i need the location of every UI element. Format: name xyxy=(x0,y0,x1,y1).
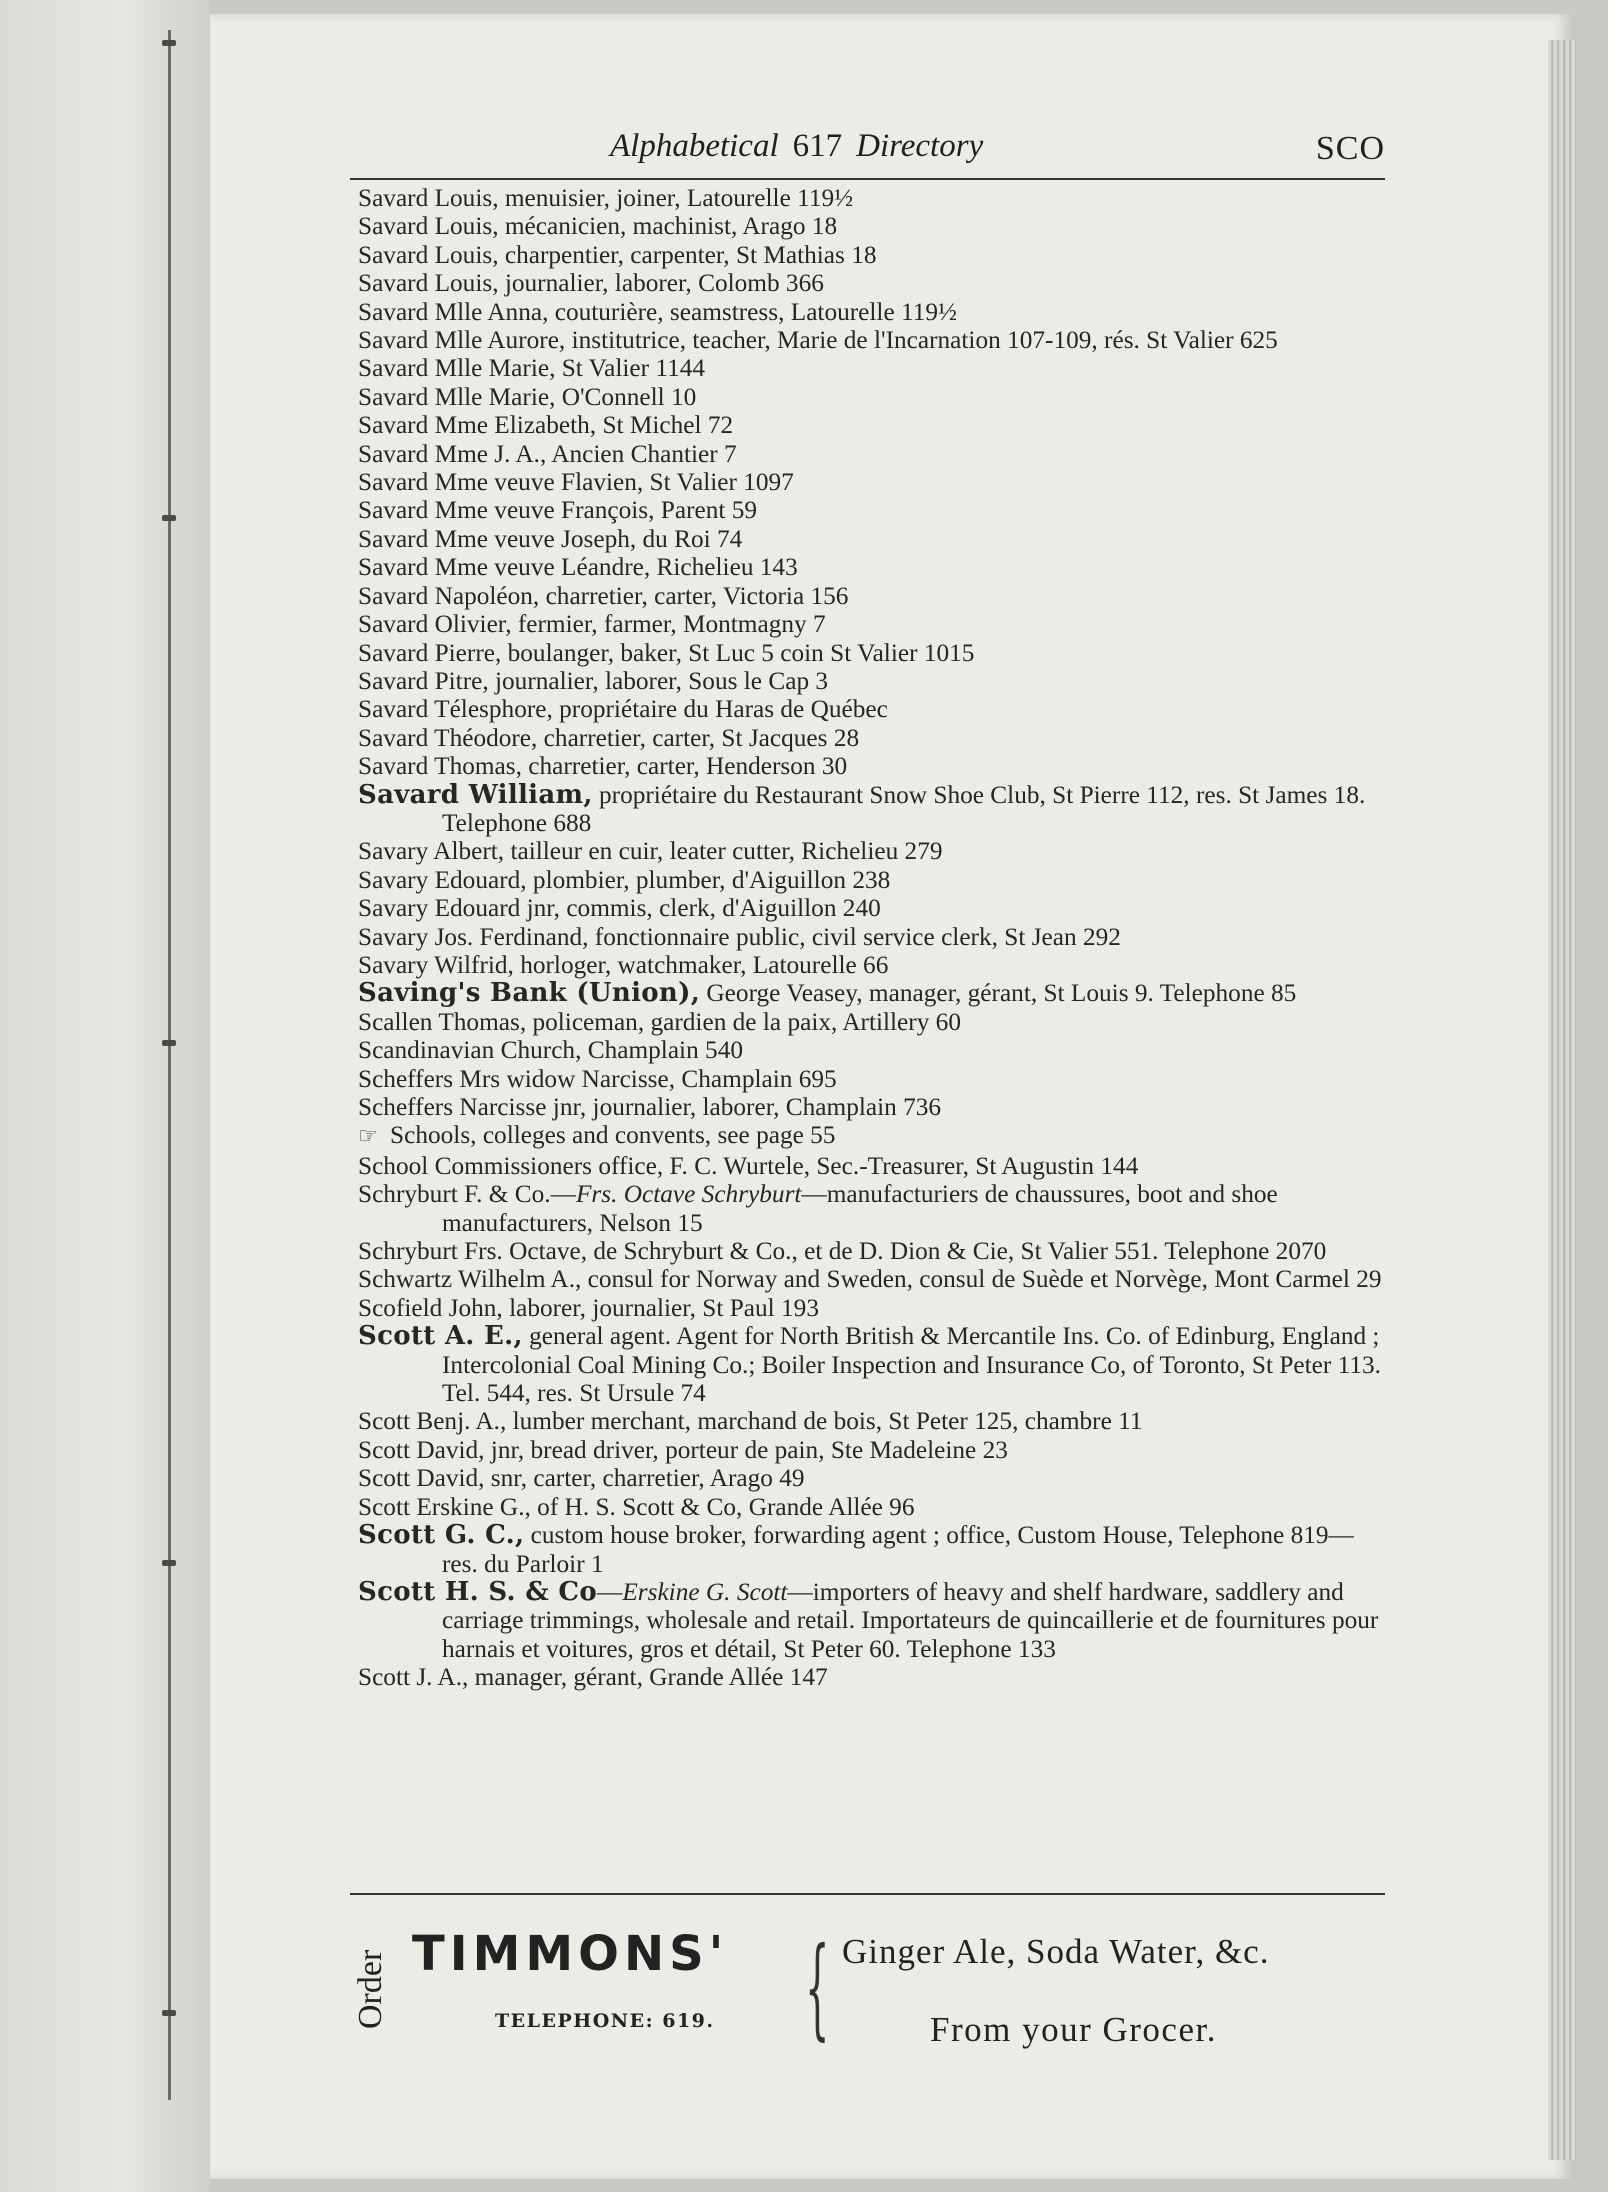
directory-entry xyxy=(358,326,1383,354)
entry-text: Savard Napoléon, charretier, carter, Victoria 156 xyxy=(358,581,849,610)
directory-entry xyxy=(358,979,1383,1007)
directory-entry xyxy=(358,1436,1383,1464)
directory-entry xyxy=(358,724,1383,752)
entry-text: Savard Louis, mécanicien, machinist, Arago 18 xyxy=(358,212,838,241)
entry-text-after: —manufacturiers de chaussures, boot and shoe manufacturers, Nelson 15 xyxy=(442,1180,1278,1237)
entry-text-after: —importers of heavy and shelf hardware, saddlery and carriage trimmings, wholesale and retail. Importateurs de quincaillerie et de fournitures pour harnais et voitures, gros et détail, St Peter 60. Telephone 133 xyxy=(442,1577,1379,1663)
entry-text: Scott Erskine G., of H. S. Scott & Co, Grande Allée 96 xyxy=(358,1492,915,1521)
directory-entry xyxy=(358,1237,1383,1265)
entry-text: Scallen Thomas, policeman, gardien de la paix, Artillery 60 xyxy=(358,1007,961,1036)
entry-text: Savary Wilfrid, horloger, watchmaker, Latourelle 66 xyxy=(358,950,889,979)
ad-brand: TIMMONS' xyxy=(412,1926,729,1982)
entry-text: Scheffers Mrs widow Narcisse, Champlain 695 xyxy=(358,1064,837,1093)
directory-entry xyxy=(358,1578,1383,1663)
directory-entry xyxy=(358,1464,1383,1492)
ad-tagline: From your Grocer. xyxy=(930,2010,1217,2049)
directory-entry xyxy=(358,553,1383,581)
entry-text: Savard Mme veuve Joseph, du Roi 74 xyxy=(358,524,743,553)
entry-text: Savard Télesphore, propriétaire du Haras de Québec xyxy=(358,695,888,724)
entry-text: George Veasey, manager, gérant, St Louis 9. Telephone 85 xyxy=(700,979,1297,1008)
directory-entry xyxy=(358,1521,1383,1578)
directory-entry xyxy=(358,837,1383,865)
entry-italic: Erskine G. Scott xyxy=(622,1577,788,1606)
entry-text: Savard Mlle Aurore, institutrice, teacher, Marie de l'Incarnation 107-109, rés. St Valier 625 xyxy=(358,326,1278,355)
running-title-left: Alphabetical xyxy=(610,128,779,164)
entry-text: Schryburt Frs. Octave, de Schryburt & Co., et de D. Dion & Cie, St Valier 551. Telephone 2070 xyxy=(358,1237,1327,1266)
entry-text: School Commissioners office, F. C. Wurtele, Sec.-Treasurer, St Augustin 144 xyxy=(358,1151,1139,1180)
entry-text: — xyxy=(597,1577,623,1606)
entry-text: Savard Théodore, charretier, carter, St Jacques 28 xyxy=(358,723,860,752)
entry-text: Savard Louis, menuisier, joiner, Latourelle 119½ xyxy=(358,184,854,212)
entry-text: Savard Mme veuve François, Parent 59 xyxy=(358,496,758,525)
directory-entry xyxy=(358,383,1383,411)
entry-text: propriétaire du Restaurant Snow Shoe Club, St Pierre 112, res. St James 18. Telephone 688 xyxy=(442,780,1366,837)
binding-stitch xyxy=(162,2010,176,2016)
entry-text: Savard Thomas, charretier, carter, Henderson 30 xyxy=(358,752,848,781)
directory-entry xyxy=(358,1294,1383,1322)
entry-text: Scott David, snr, carter, charretier, Arago 49 xyxy=(358,1464,805,1493)
directory-entry xyxy=(358,184,1383,212)
directory-entry xyxy=(358,212,1383,240)
directory-entry xyxy=(358,440,1383,468)
page-stack-edge xyxy=(1548,40,1576,2160)
entry-text: Scott David, jnr, bread driver, porteur de pain, Ste Madeleine 23 xyxy=(358,1435,1008,1464)
page-header xyxy=(350,128,1385,180)
advertisement xyxy=(350,1912,1390,2052)
entry-text: Savard Mme Elizabeth, St Michel 72 xyxy=(358,411,734,440)
directory-entry xyxy=(358,354,1383,382)
entry-text: Savard Mlle Marie, O'Connell 10 xyxy=(358,382,697,411)
ad-telephone: TELEPHONE: 619. xyxy=(495,2010,715,2032)
directory-entry xyxy=(358,1265,1383,1293)
directory-entry xyxy=(358,1152,1383,1180)
entry-name-bold: Scott G. C., xyxy=(358,1520,525,1551)
entry-text: Savary Albert, tailleur en cuir, leater cutter, Richelieu 279 xyxy=(358,837,943,866)
pointing-hand-icon: ☞ xyxy=(358,1124,378,1150)
entry-text: Scott Benj. A., lumber merchant, marchand de bois, St Peter 125, chambre 11 xyxy=(358,1407,1143,1436)
ad-products: Ginger Ale, Soda Water, &c. xyxy=(842,1932,1270,1971)
bottom-rule xyxy=(350,1893,1385,1895)
facing-page-margin xyxy=(0,0,210,2192)
directory-entry xyxy=(358,241,1383,269)
directory-entry xyxy=(358,269,1383,297)
entry-text: Schryburt F. & Co.— xyxy=(358,1180,576,1209)
entry-text: Savard Mme J. A., Ancien Chantier 7 xyxy=(358,439,737,468)
entry-text: Savary Edouard jnr, commis, clerk, d'Aiguillon 240 xyxy=(358,894,881,923)
directory-entry xyxy=(358,1121,1383,1151)
directory-entry xyxy=(358,1663,1383,1691)
directory-entry xyxy=(358,752,1383,780)
directory-entry xyxy=(358,1180,1383,1237)
directory-entry xyxy=(358,1407,1383,1435)
directory-entry xyxy=(358,610,1383,638)
directory-entry xyxy=(358,1065,1383,1093)
directory-entry xyxy=(358,525,1383,553)
entry-text: Savard Pierre, boulanger, baker, St Luc 5 coin St Valier 1015 xyxy=(358,638,975,667)
entry-name-bold: Scott H. S. & Co xyxy=(358,1576,598,1607)
entry-text: Scheffers Narcisse jnr, journalier, laborer, Champlain 736 xyxy=(358,1093,942,1121)
directory-entry xyxy=(358,1036,1383,1064)
entry-text: Savard Louis, journalier, laborer, Colomb 366 xyxy=(358,269,824,298)
directory-entry xyxy=(358,667,1383,695)
entry-name-bold: Saving's Bank (Union), xyxy=(358,978,701,1009)
directory-entry xyxy=(358,695,1383,723)
entry-name-bold: Savard William, xyxy=(358,779,593,810)
entry-text: Schools, colleges and convents, see page 55 xyxy=(383,1121,836,1150)
directory-entry xyxy=(358,1008,1383,1036)
entry-text: Savard Pitre, journalier, laborer, Sous le Cap 3 xyxy=(358,666,829,695)
page-number: 617 xyxy=(792,128,843,164)
book-binding xyxy=(168,30,171,2100)
entry-text: Scofield John, laborer, journalier, St Paul 193 xyxy=(358,1293,819,1322)
entry-text: Scott J. A., manager, gérant, Grande Allée 147 xyxy=(358,1663,828,1692)
directory-entry xyxy=(358,1093,1383,1121)
section-code: SCO xyxy=(1315,130,1385,167)
directory-entry xyxy=(358,298,1383,326)
entry-text: Savard Mme veuve Flavien, St Valier 1097 xyxy=(358,468,794,497)
directory-entry xyxy=(358,781,1383,838)
directory-entry xyxy=(358,639,1383,667)
directory-entry xyxy=(358,468,1383,496)
entry-text: custom house broker, forwarding agent ; office, Custom House, Telephone 819—res. du Parloir 1 xyxy=(442,1521,1354,1578)
directory-entry xyxy=(358,894,1383,922)
directory-entry xyxy=(358,411,1383,439)
entry-text: general agent. Agent for North British & Mercantile Ins. Co. of Edinburg, England ; Intercolonial Coal Mining Co.; Boiler Inspection and Insurance Co, of Toronto, St Peter 113. Tel. 544, res. St Ursule 74 xyxy=(442,1322,1381,1408)
entry-text: Savard Mlle Marie, St Valier 1144 xyxy=(358,354,706,383)
binding-stitch xyxy=(162,40,176,46)
entry-text: Savard Mme veuve Léandre, Richelieu 143 xyxy=(358,553,798,582)
directory-entries xyxy=(358,184,1383,1692)
directory-entry xyxy=(358,582,1383,610)
entry-text: Savard Mlle Anna, couturière, seamstress, Latourelle 119½ xyxy=(358,297,957,326)
directory-entry xyxy=(358,1493,1383,1521)
entry-text: Scandinavian Church, Champlain 540 xyxy=(358,1036,743,1065)
entry-text: Savard Louis, charpentier, carpenter, St Mathias 18 xyxy=(358,240,877,269)
binding-stitch xyxy=(162,515,176,521)
directory-entry xyxy=(358,1322,1383,1407)
ad-brace: { xyxy=(805,1923,830,2051)
binding-stitch xyxy=(162,1560,176,1566)
entry-text: Savary Edouard, plombier, plumber, d'Aiguillon 238 xyxy=(358,865,891,894)
entry-name-bold: Scott A. E., xyxy=(358,1321,523,1352)
running-title-right: Directory xyxy=(856,128,984,164)
directory-entry xyxy=(358,496,1383,524)
entry-text: Schwartz Wilhelm A., consul for Norway and Sweden, consul de Suède et Norvège, Mont Carmel 29 xyxy=(358,1265,1382,1294)
running-title xyxy=(610,128,983,165)
entry-text: Savary Jos. Ferdinand, fonctionnaire public, civil service clerk, St Jean 292 xyxy=(358,922,1121,951)
entry-text: Savard Olivier, fermier, farmer, Montmagny 7 xyxy=(358,610,826,639)
directory-entry xyxy=(358,951,1383,979)
binding-stitch xyxy=(162,1040,176,1046)
directory-entry xyxy=(358,923,1383,951)
directory-entry xyxy=(358,866,1383,894)
ad-order-label: Order xyxy=(352,1949,389,2029)
entry-italic: Frs. Octave Schryburt xyxy=(575,1180,802,1209)
